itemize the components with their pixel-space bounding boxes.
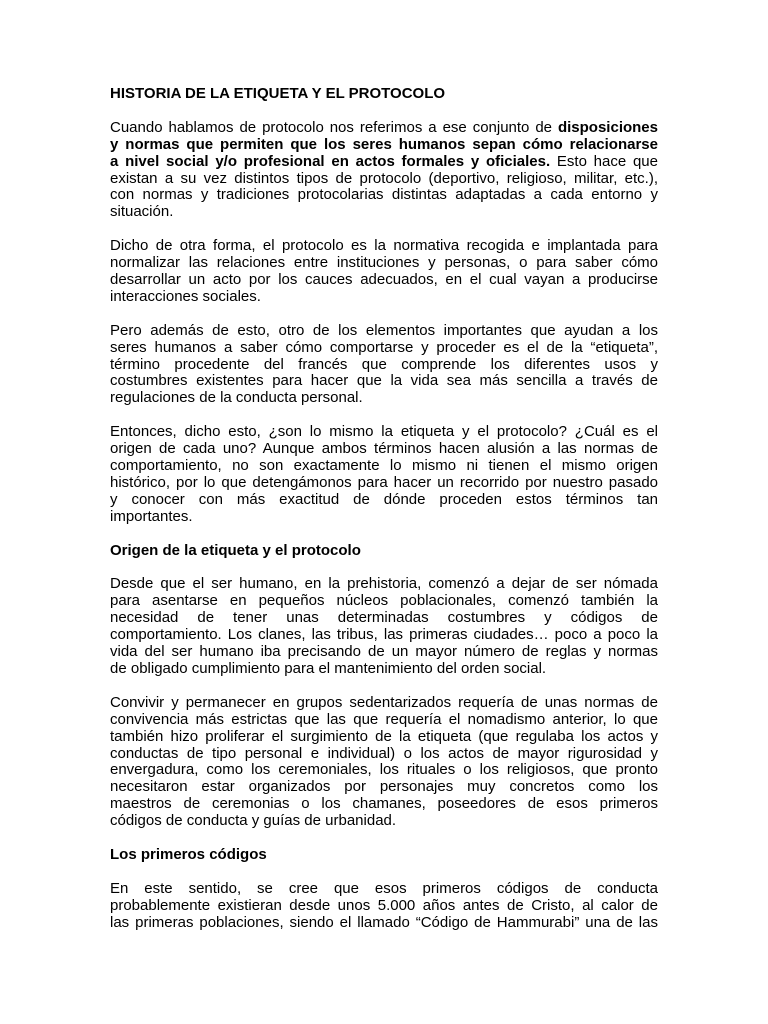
paragraph-line: histórico, por lo que detengámonos para hacer un recorrido por nuestro pasado	[110, 473, 658, 491]
paragraph-line: situación.	[110, 203, 174, 221]
bold-phrase: a nivel social y/o profesional en actos formales y oficiales.	[110, 152, 551, 170]
paragraph-line: existan a su vez distintos tipos de protocolo (deportivo, religioso, militar, etc.),	[110, 169, 658, 187]
paragraph-line: necesidad de tener unas determinadas costumbres y códigos de	[110, 609, 658, 627]
paragraph-line: Entonces, dicho esto, ¿son lo mismo la etiqueta y el protocolo? ¿Cuál es el	[110, 423, 658, 441]
paragraph-line: convivencia más estrictas que las que requería el nomadismo anterior, lo que	[110, 710, 658, 728]
paragraph-line: probablemente existieran desde unos 5.000 años antes de Cristo, al calor de	[110, 896, 658, 914]
paragraph-2	[110, 238, 658, 306]
paragraph-line: En este sentido, se cree que esos primeros códigos de conducta	[110, 879, 658, 897]
paragraph-line: las primeras poblaciones, siendo el llamado “Código de Hammurabi” una de las	[110, 913, 658, 931]
paragraph-line: y conocer con más exactitud de dónde proceden estos términos tan	[110, 490, 658, 508]
paragraph-6	[110, 695, 658, 830]
paragraph-line: importantes.	[110, 507, 193, 525]
paragraph-1	[110, 120, 658, 221]
paragraph-line: desarrollar un acto por los cauces adecuados, en el cual vayan a producirse	[110, 271, 658, 289]
paragraph-line: códigos de conducta y guías de urbanidad.	[110, 812, 397, 830]
bold-phrase: disposiciones	[557, 118, 658, 136]
paragraph-7	[110, 881, 658, 932]
paragraph-line: de obligado cumplimiento para el mantenimiento del orden social.	[110, 659, 547, 677]
paragraph-3	[110, 323, 658, 407]
paragraph-line: Convivir y permanecer en grupos sedentarizados requería de unas normas de	[110, 693, 658, 711]
paragraph-line: con normas y tradiciones protocolarias distintas adaptadas a cada entorno y	[110, 186, 658, 204]
paragraph-4	[110, 424, 658, 525]
paragraph-line: origen de cada uno? Aunque ambos términos hacen alusión a las normas de	[110, 440, 658, 458]
paragraph-line: envergadura, como los ceremoniales, los rituales o los religiosos, que pronto	[110, 761, 658, 779]
paragraph-line: para asentarse en pequeños núcleos poblacionales, comenzó también la	[110, 592, 658, 610]
section-heading-origen: Origen de la etiqueta y el protocolo	[110, 541, 361, 559]
paragraph-line: a nivel social y/o profesional en actos formales y oficiales. Esto hace que	[110, 152, 658, 170]
paragraph-line: Cuando hablamos de protocolo nos referimos a ese conjunto de disposiciones	[110, 118, 658, 136]
paragraph-line: término procedente del francés que comprende los diferentes usos y	[110, 355, 658, 373]
paragraph-line: vida del ser humano iba precisando de un mayor número de reglas y normas	[110, 643, 658, 661]
section-heading-primeros-codigos: Los primeros códigos	[110, 845, 267, 863]
paragraph-line: comportamiento, no son exactamente lo mismo ni tienen el mismo origen	[110, 457, 658, 475]
paragraph-line: conductas de tipo personal e individual) o los actos de mayor rigurosidad y	[110, 744, 658, 762]
document-body	[110, 86, 658, 932]
paragraph-line: regulaciones de la conducta personal.	[110, 389, 363, 407]
bold-phrase: y normas que permiten que los seres humanos sepan cómo relacionarse	[110, 135, 658, 153]
paragraph-line: interacciones sociales.	[110, 287, 261, 305]
paragraph-line	[110, 137, 658, 154]
paragraph-line: Pero además de esto, otro de los elementos importantes que ayudan a los	[110, 321, 658, 339]
paragraph-line: costumbres existentes para hacer que la vida sea más sencilla a través de	[110, 372, 658, 390]
paragraph-line: también hizo proliferar el surgimiento de la etiqueta (que regulaba los actos y	[110, 727, 658, 745]
paragraph-line: Dicho de otra forma, el protocolo es la normativa recogida e implantada para	[110, 237, 658, 255]
paragraph-line: Desde que el ser humano, en la prehistoria, comenzó a dejar de ser nómada	[110, 575, 658, 593]
paragraph-line: seres humanos a saber cómo comportarse y proceder es el de la “etiqueta”,	[110, 338, 658, 356]
paragraph-line: maestros de ceremonias o los chamanes, poseedores de esos primeros	[110, 795, 658, 813]
paragraph-line: necesitaron estar organizados por personajes muy concretos como los	[110, 778, 658, 796]
paragraph-line: normalizar las relaciones entre instituciones y personas, o para saber cómo	[110, 254, 658, 272]
document-title: HISTORIA DE LA ETIQUETA Y EL PROTOCOLO	[110, 85, 446, 102]
paragraph-line: comportamiento. Los clanes, las tribus, las primeras ciudades… poco a poco la	[110, 626, 658, 644]
paragraph-5	[110, 576, 658, 677]
